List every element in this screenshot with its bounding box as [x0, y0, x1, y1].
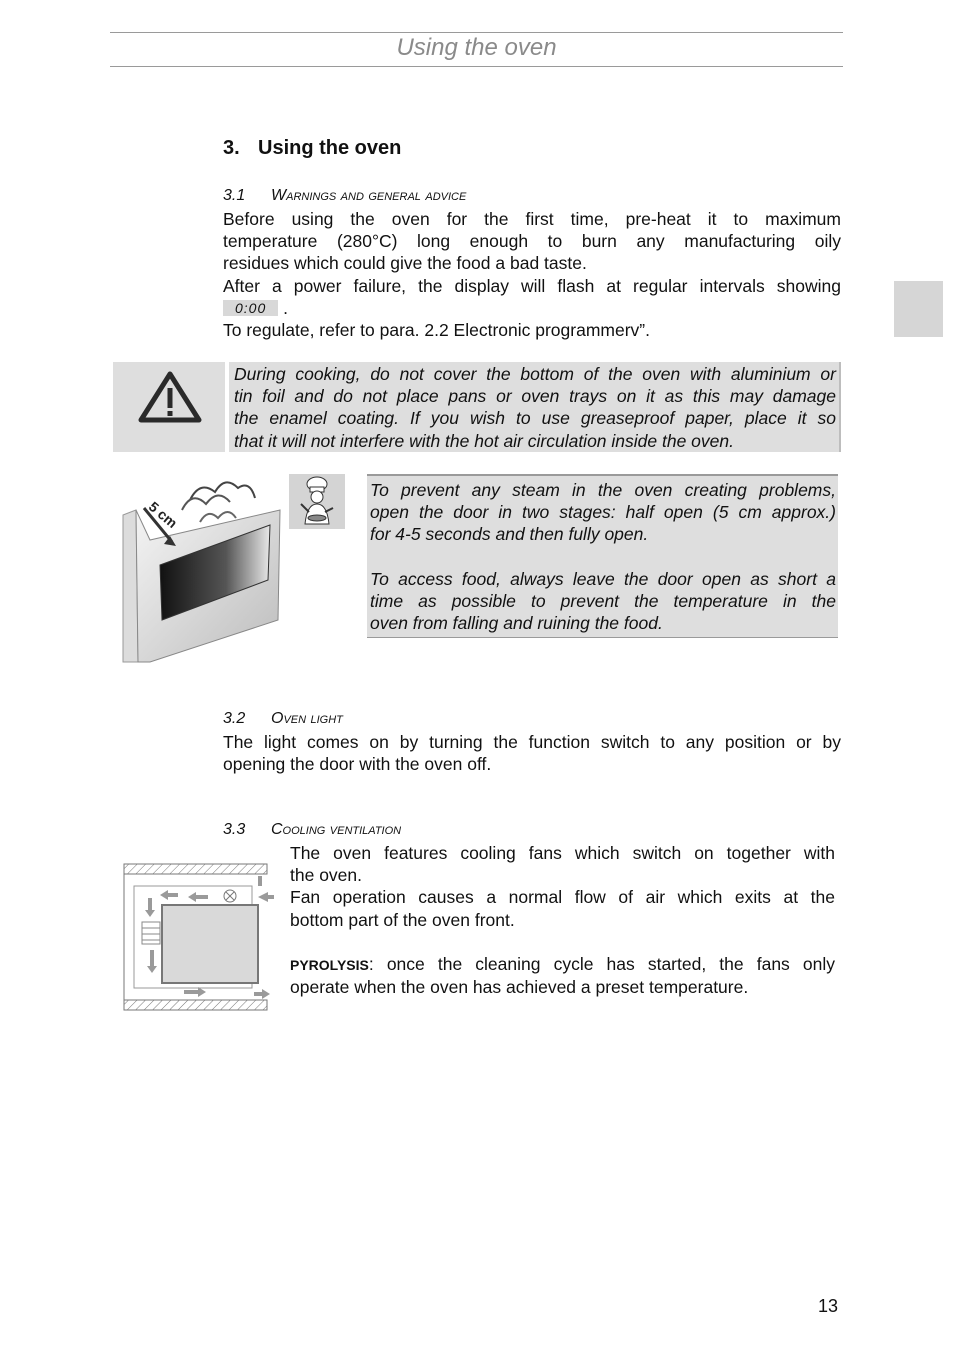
running-header: Using the oven — [396, 34, 557, 61]
door-gap-label: 5 cm — [145, 498, 181, 532]
header-rule-top — [110, 32, 843, 33]
chef-icon-panel — [289, 474, 345, 529]
page-number: 13 — [818, 1296, 839, 1316]
cooling-paragraph — [290, 842, 835, 998]
paragraph-line — [223, 297, 841, 319]
oven-door-illustration — [120, 470, 286, 665]
ventilation-diagram — [122, 862, 274, 1014]
paragraph-spacer — [290, 931, 835, 953]
pyrolysis-text: : once the cleaning cycle has started, the fans only — [368, 954, 835, 975]
subsection-3-2-heading — [223, 710, 343, 728]
display-readout: 0:00 — [223, 300, 278, 316]
warning-text-panel — [229, 362, 841, 452]
steam-note-text — [370, 479, 836, 634]
subsection-3-1-heading — [223, 187, 466, 205]
section-number: 3. — [223, 137, 240, 159]
chapter-tab — [894, 281, 943, 337]
note-line: oven from falling and ruining the food. — [370, 613, 663, 634]
warning-triangle-icon — [113, 362, 225, 452]
paragraph-line: operate when the oven has achieved a preset temperature. — [290, 977, 749, 998]
section-title: Using the oven — [258, 137, 402, 159]
subsection-title: Warnings and general advice — [271, 187, 467, 204]
note-line: time as possible to prevent the temperature in the — [370, 591, 836, 612]
subsection-number: 3.2 — [223, 710, 246, 727]
paragraph-line: the oven. — [290, 865, 362, 886]
header-rule-bottom — [110, 66, 843, 67]
warning-line: During cooking, do not cover the bottom of the oven with aluminium or — [234, 364, 836, 384]
paragraph-line: Before using the oven for the first time, pre-heat it to maximum — [223, 209, 841, 229]
pyrolysis-label: PYROLYSIS — [290, 957, 369, 974]
paragraph-line: After a power failure, the display will flash at regular intervals showing — [223, 275, 841, 296]
paragraph-line: To regulate, refer to para. 2.2 Electronic programmerv”. — [223, 320, 650, 341]
warning-line: tin foil and do not place pans or oven trays on it as this may damage — [234, 386, 836, 407]
note-spacer — [370, 546, 836, 568]
paragraph-line: bottom part of the oven front. — [290, 909, 515, 930]
warnings-paragraph — [223, 208, 841, 341]
steam-note-panel — [367, 474, 838, 638]
paragraph-line: temperature (280°C) long enough to burn any manufacturing oily — [223, 231, 841, 252]
warning-line: that it will not interfere with the hot air circulation inside the oven. — [234, 430, 734, 451]
note-line: To prevent any steam in the oven creating problems, — [370, 480, 836, 500]
warning-text — [234, 363, 836, 452]
note-line: open the door in two stages: half open (5 cm approx.) — [370, 502, 836, 523]
note-line: To access food, always leave the door open as short a — [370, 568, 836, 589]
paragraph-line: opening the door with the oven off. — [223, 754, 492, 775]
section-heading — [223, 137, 401, 160]
paragraph-line: The oven features cooling fans which switch on together with — [290, 843, 835, 863]
note-line: for 4-5 seconds and then fully open. — [370, 524, 649, 545]
warning-line: the enamel coating. If you wish to use greaseproof paper, place it so — [234, 408, 836, 429]
subsection-number: 3.3 — [223, 821, 246, 838]
oven-light-paragraph — [223, 731, 841, 775]
paragraph-line — [290, 953, 835, 976]
sentence-end: . — [283, 297, 288, 318]
subsection-number: 3.1 — [223, 187, 246, 204]
subsection-title: Oven light — [271, 710, 343, 727]
paragraph-line: residues which could give the food a bad taste. — [223, 253, 587, 274]
chef-icon — [289, 474, 345, 529]
subsection-title: Cooling ventilation — [271, 821, 402, 838]
paragraph-line: Fan operation causes a normal flow of air which exits at the — [290, 887, 835, 908]
warning-callout — [113, 362, 841, 452]
warning-icon-panel — [113, 362, 225, 452]
subsection-3-3-heading — [223, 821, 401, 839]
paragraph-line: The light comes on by turning the function switch to any position or by — [223, 732, 841, 752]
